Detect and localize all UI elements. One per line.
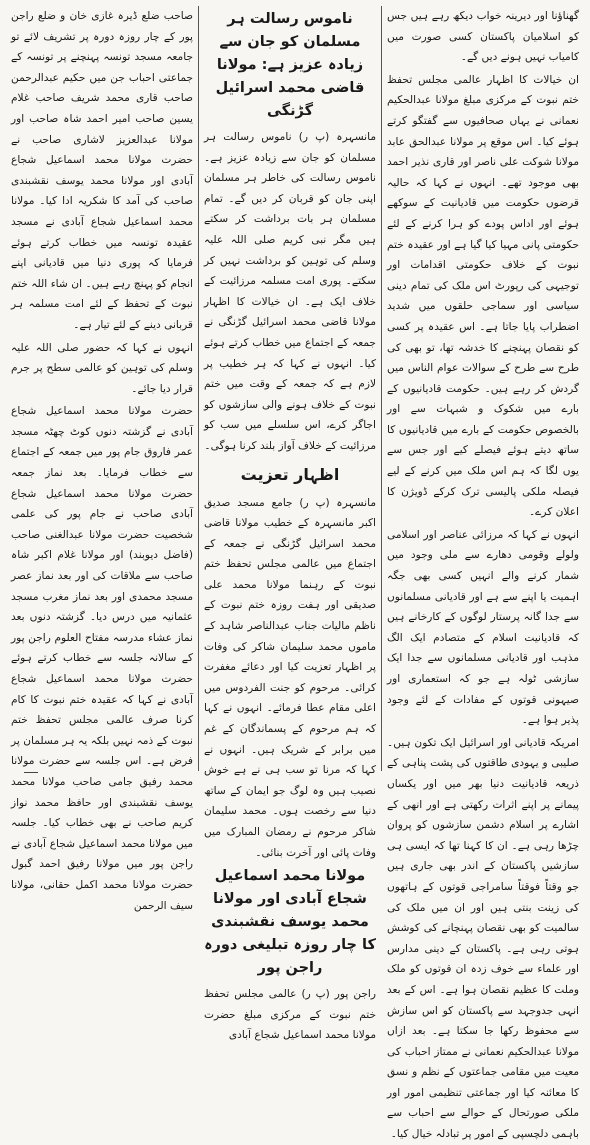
middle-article-1: مانسہرہ (پ ر) ناموس رسالت ہر مسلمان کو جان سے زیادہ عزیز ہے۔ ناموس رسالت کی خاطر ہر مسلمان اپنی جان کو قربان کر دیں گے۔ تمام مسلمان ہر بات برداشت کر سکتے ہیں مگر نبی کریم صلی اللہ علیہ وسلم کی توہین کو برداشت نہیں کر سکتے۔ پوری امت مسلمہ مرزائیت کے خلاف ایک ہے۔ ان خیالات کا اظہار مولانا قاضی محمد اسرائیل گڑنگی نے جمعہ کے اجتماع میں خطاب کرتے ہوئے کیا۔ انہوں نے کہا کہ ہر خطیب پر لازم ہے کہ جمعہ کے وقت میں ختم نبوت کے خلاف ہونے والی سازشوں کو اجاگر کرے، اس سلسلے میں سب کو مرزائیت کے خلاف آواز بلند کرنا ہوگی۔ xyxy=(204,131,376,452)
right-paragraph-4: امریکہ قادیانی اور اسرائیل ایک تکون ہیں۔ صلیبی و یہودی طاقتوں کی پشت پناہی کے ذریعہ قادیانیت دنیا بھر میں اور یکساں پیمانے پر اپنے اثرات رکھتی ہے اور انھی کے اشارے پر اسلام دشمن سازشوں کو پروان چڑھا رہی ہے۔ ان کا کہنا تھا کہ ایسی ہی سازشیں پاکستان کے اندر بھی جاری ہیں جو وقتاً فوقتاً سامراجی قوتوں کے ہاتھوں کی زینت بنتی ہیں اور ان میں ملک کی سالمیت کو بھی نقصان پہنچانے کی کوشش ہوتی رہی ہے۔ پاکستان کے دینی مدارس اور علماء سے خوف زدہ ان قوتوں کو ملک وملت کا عظیم نقصان ہوا ہے۔ اس کے بعد انہی جدوجہد سے پاکستان کو اس سازش سے محفوظ رکھا جا سکتا ہے۔ بعد ازاں مولانا عبدالحکیم نعمانی نے ممتاز احباب کی معیت میں مقامی جماعتوں کے نظم و نسق کا معائنہ کیا اور جماعتی تنظیمی امور اور ملکی صورتحال کے حوالے سے احباب سے باہمی دلچسپی کے امور پر تبادلہ خیال کیا۔ xyxy=(387,736,579,1141)
left-paragraph-3: حضرت مولانا محمد اسماعیل شجاع آبادی نے گزشتہ دنوں کوٹ چھٹہ مسجد عمر فاروق جام پور میں جمعہ کے اجتماع سے خطاب فرمایا۔ بعد نماز جمعہ حضرت مولانا محمد اسماعیل شجاع آبادی صاحب نے جام پور کی علمی شخصیت حضرت مولانا عبدالغنی صاحب (فاضل دیوبند) اور مولانا غلام اکبر شاہ صاحب سے ملاقات کی اور بعد نماز عصر مسجد محمدی اور بعد نماز مغرب مسجد عثمانیہ میں درس دیا۔ گزشتہ دنوں بعد نماز عشاء مدرسہ مفتاح العلوم راجن پور کے سالانہ جلسہ سے خطاب کرتے ہوئے حضرت مولانا محمد اسماعیل شجاع آبادی نے کہا کہ عقیدہ ختم نبوت کا کام کرنا صرف عالمی مجلس تحفظ ختم نبوت کے ذمہ نہیں بلکہ یہ ہر مسلمان پر فرض ہے۔ اس جلسہ سے حضرت مولانا محمد رفیق جامی صاحب مولانا محمد یوسف نقشبندی اور حافظ محمد نواز کریم صاحب نے بھی خطاب کیا۔ جلسہ میں مولانا محمد اسماعیل شجاع آبادی نے راجن پور میں مولانا رفیق احمد گبول حضرت مولانا محمد اکمل حقانی، مولانا سیف الرحمن xyxy=(11,405,193,912)
right-paragraph-2: ان خیالات کا اظہار عالمی مجلس تحفظ ختم نبوت کے مرکزی مبلغ مولانا عبدالحکیم نعمانی نے یہاں صحافیوں سے گفتگو کرتے ہوئے کیا۔ اس موقع پر مولانا عبدالحق عابد مولانا شوکت علی ناصر اور قاری نذیر احمد بھی موجود تھے۔ انہوں نے کہا کہ حالیہ قرضوں حکومت میں قادیانیت کے سوکھے ہوئے اور اداس پودے کو ہرا کرنے کے لئے حکومتی پانی مہیا کیا گیا ہے اور عقیدہ ختم نبوت کے خلاف حکومتی اقدامات اور توجیہی کی رپورٹ اس ملک کی تمام دینی سیاسی اور سماجی حلقوں میں شدید اضطراب پایا جاتا ہے۔ اس عقیدہ پر کسی کو نقصان پہنچنے کا خدشہ تھا، تو بھی کی طرح سے طرح کے سوالات عوام الناس میں گردش کر رہے ہیں۔ حکومت قادیانیوں کے بارے میں شکوک و شبہات سے اور بالخصوص حکومت کے بارے میں قادیانیوں کا ساتھ دیتے ہوئے فیصلے کیے اور جس سے یوں لگا کہ ہم اس ملک میں کرنے کے لیے فیصلہ ملکی پالیسی ترک کرکے ڈویژن کا اعلان کرے۔ xyxy=(387,73,579,519)
tour-headline: مولانا محمد اسماعیل شجاع آبادی اور مولانا محمد یوسف نقشبندی کا چار روزہ تبلیغی دورہ راجن پور xyxy=(204,868,376,977)
article-headline: ناموس رسالت ہر مسلمان کو جان سے زیادہ عزیز ہے: مولانا قاضی محمد اسرائیل گڑنگی xyxy=(215,11,365,119)
middle-article-3: راجن پور (پ ر) عالمی مجلس تحفظ ختم نبوت کے مرکزی مبلغ حضرت مولانا محمد اسماعیل شجاع آبادی xyxy=(204,988,376,1042)
right-paragraph-3: انہوں نے کہا کہ مرزائی عناصر اور اسلامی ولولے وقومی دھارے سے ملی وجود میں شمار کرنے والے انہیں کسی بھی جگہ اہمیت یا اپنے سے ہے اور قادیانی مسلمانوں سے جدا گانہ پرستار لوگوں کے کارخانے ہیں کہ قادیانیت اسلام کے متصادم ایک الگ مذہب اور قادیانی مسلمانوں سے جدا ایک سازشی ٹولہ ہے جو کہ استعماری اور صیہونی قوتوں کے مفادات کے لئے وجود پذیر ہوا ہے۔ xyxy=(387,528,579,727)
condolence-subhead: اظہار تعزیت xyxy=(240,464,340,484)
column-left xyxy=(6,6,198,912)
column-right xyxy=(382,6,584,1141)
right-paragraph-1: گھناؤنا اور دیرینہ خواب دیکھ رہے ہیں جس کو اسلامیان پاکستان کسی صورت میں کامیاب نہیں ہونے دیں گے۔ xyxy=(387,10,579,64)
middle-article-2: مانسہرہ (پ ر) جامع مسجد صدیق اکبر مانسہرہ کے خطیب مولانا قاضی محمد اسرائیل گڑنگی نے جمعہ کے اجتماع میں عالمی مجلس تحفظ ختم نبوت کے رہنما مولانا محمد علی صدیقی اور ہفت روزہ ختم نبوت کے ناظم مالیات جناب عبدالناصر شاہد کے ماموں محمد سلیمان شاکر کی وفات پر اظہار تعزیت کیا اور دعائے مغفرت کرائی۔ مرحوم کو جنت الفردوس میں اعلی مقام عطا فرمائے۔ انہوں نے کہا کہ ہم مرحوم کے پسماندگان کے غم میں برابر کے شریک ہیں۔ انہوں نے کہا کہ مرنا تو سب ہی نے ہے خوش نصیب ہیں وہ لوگ جو ایمان کے ساتھ دنیا سے رخصت ہوں۔ محمد سلیمان شاکر مرحوم نے رمضان المبارک میں وفات پائی اور آخرت بنائی۔ xyxy=(204,496,376,859)
column-middle xyxy=(198,6,382,1042)
left-paragraph-2: انہوں نے کہا کہ حضور صلی اللہ علیہ وسلم کی توہین کو عالمی سطح پر جرم قرار دیا جائے۔ xyxy=(11,341,193,395)
page-corner-mark xyxy=(24,768,38,773)
left-paragraph-1: صاحب ضلع ڈیرہ غازی خان و ضلع راجن پور کے چار روزہ دورہ پر تشریف لائے تو جامعہ مسجد تونسہ پہنچنے پر تونسہ کے جماعتی احباب جن میں حکیم عبدالرحمن صاحب قاری محمد شریف صاحب غلام یسین صاحب امیر احمد شاہ صاحب اور مولانا عبدالعزیز لاشاری صاحب نے حضرت مولانا محمد اسماعیل شجاع آبادی اور مولانا محمد یوسف نقشبندی صاحب کی آمد کا شکریہ ادا کیا۔ مولانا محمد اسماعیل شجاع آبادی نے مسجد عقیدہ تونسہ میں خطاب کرتے ہوئے فرمایا کہ پوری دنیا میں قادیانی اپنے انجام کو پہنچ رہے ہیں۔ ان شاء اللہ ختم نبوت کے تحفظ کے لئے امت مسلمہ ہر قربانی دینے کے لئے تیار ہے۔ xyxy=(11,10,193,331)
